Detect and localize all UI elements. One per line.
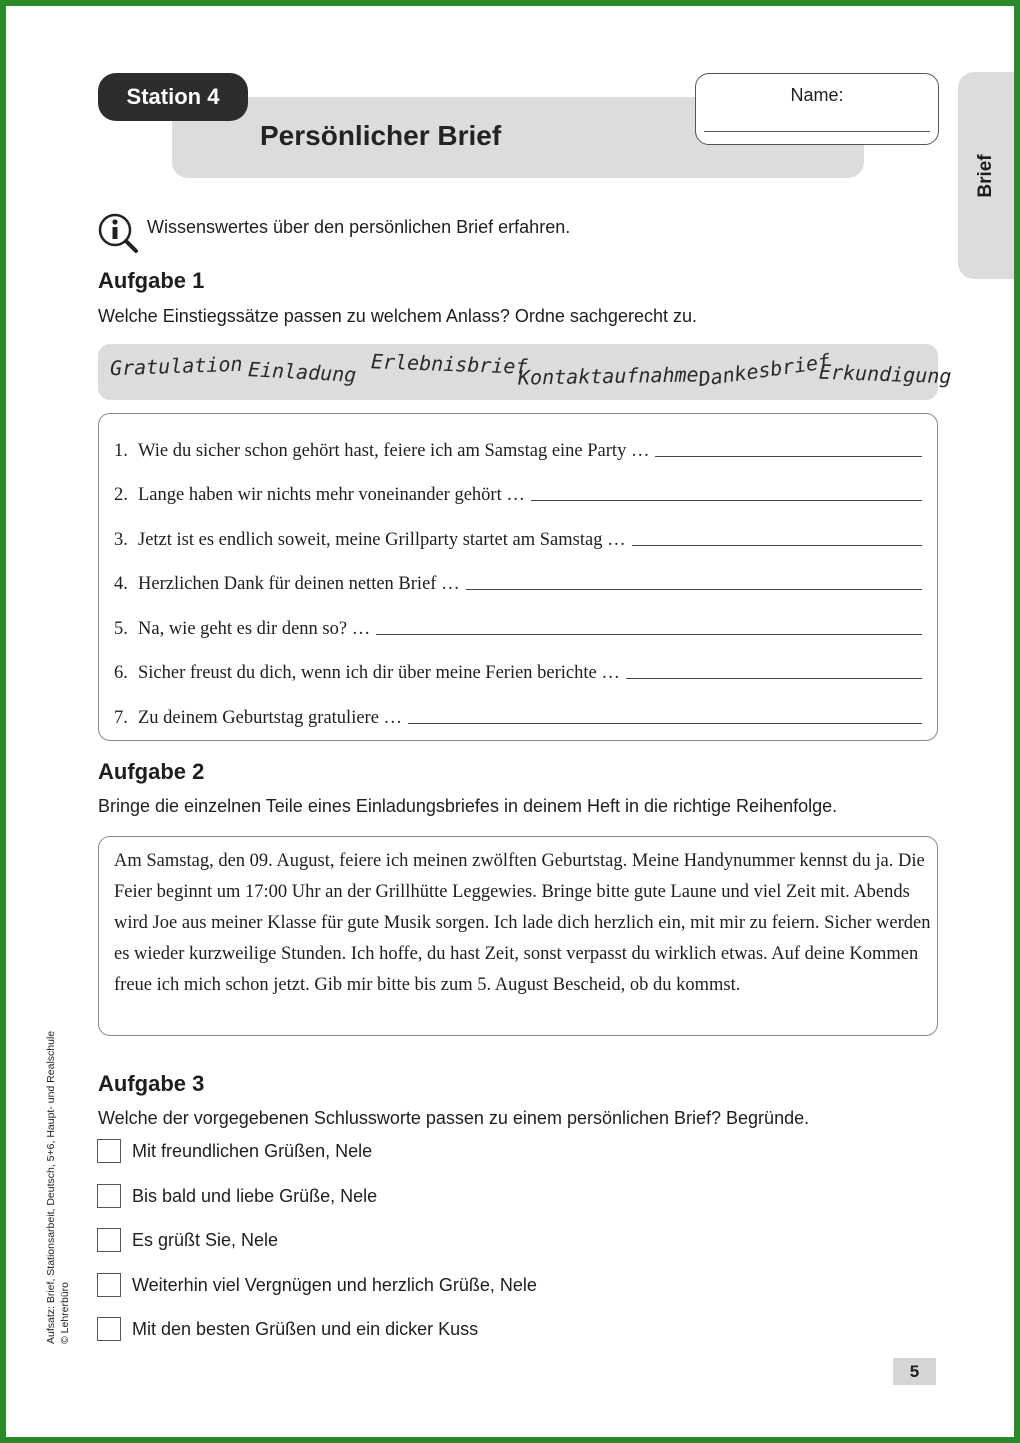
task1-instruction: Welche Einstiegssätze passen zu welchem Anlass? Ordne sachgerecht zu. (98, 306, 697, 326)
info-magnifier-icon (97, 212, 139, 254)
checkbox[interactable] (97, 1273, 121, 1297)
option-label: Es grüßt Sie, Nele (132, 1230, 279, 1250)
letter-text: Am Samstag, den 09. August, feiere ich meinen zwölften Geburtstag. Meine Handynummer kennst du ja. Die Feier beginnt um 17:00 Uhr an der Grillhütte Leggewies. Bringe bitte gute Laune und viel Zeit mit. Abends wird Joe aus meiner Klasse für gute Musik sorgen. Ich lade dich herzlich ein, mit mir zu feiern. Sicher werden es wieder kurzweilige Stunden. Ich hoffe, du hast Zeit, sonst verpasst du wirklich etwas. Auf deine Kommen freue ich mich schon jetzt. Gib mir bitte bis zum 5. August Bescheid, ob du kommst. (114, 851, 931, 995)
word-bank (98, 344, 952, 400)
list-item: 3. Jetzt ist es endlich soweit, meine Grillparty startet am Samstag … (114, 529, 922, 551)
checkbox[interactable] (97, 1228, 121, 1252)
intro-text: Wissenswertes über den persönlichen Brief erfahren. (147, 217, 571, 237)
answer-line[interactable] (626, 678, 922, 679)
answer-line[interactable] (376, 634, 922, 635)
task2-instruction: Bringe die einzelnen Teile eines Einladungsbriefes in deinem Heft in die richtige Reihenfolge. (98, 796, 838, 816)
answer-line[interactable] (632, 545, 922, 546)
task3-heading: Aufgabe 3 (98, 1071, 205, 1096)
page-title: Persönlicher Brief (260, 120, 502, 151)
worksheet-page (6, 6, 1014, 1437)
side-tab (958, 72, 1014, 279)
option-label: Mit den besten Grüßen und ein dicker Kuss (132, 1319, 479, 1339)
name-line (704, 131, 930, 132)
name-field[interactable] (695, 73, 939, 145)
page-number: 5 (893, 1358, 936, 1385)
answer-line[interactable] (408, 723, 922, 724)
task1-heading: Aufgabe 1 (98, 268, 205, 293)
list-item: 1. Wie du sicher schon gehört hast, feiere ich am Samstag eine Party … (114, 440, 922, 462)
checkbox[interactable] (97, 1139, 121, 1163)
word-bank-item: Erlebnisbrief (370, 349, 528, 379)
answer-line[interactable] (531, 500, 922, 501)
name-label: Name: (790, 85, 844, 105)
checkbox[interactable] (97, 1317, 121, 1341)
word-bank-item: Einladung (247, 357, 357, 387)
station-badge: Station 4 (98, 73, 248, 121)
task3-instruction: Welche der vorgegebenen Schlussworte passen zu einem persönlichen Brief? Begründe. (98, 1108, 810, 1128)
answer-line[interactable] (466, 589, 922, 590)
word-bank-item: Erkundigung (818, 359, 952, 389)
task2-heading: Aufgabe 2 (98, 759, 205, 784)
footer-credit: Aufsatz: Brief, Stationsarbeit, Deutsch, 5+6, Haupt- und Realschule © Lehrerbüro (45, 1030, 71, 1344)
list-item: 2. Lange haben wir nichts mehr voneinander gehört … (114, 484, 922, 506)
list-item: 7. Zu deinem Geburtstag gratuliere … (114, 707, 922, 729)
list-item: 6. Sicher freust du dich, wenn ich dir über meine Ferien berichte … (114, 662, 922, 684)
side-tab-label: Brief (975, 154, 996, 198)
option-label: Mit freundlichen Grüßen, Nele (132, 1141, 373, 1161)
option-label: Bis bald und liebe Grüße, Nele (132, 1186, 378, 1206)
list-item: 4. Herzlichen Dank für deinen netten Brief … (114, 573, 922, 595)
word-bank-item: Dankesbrief (696, 348, 832, 392)
word-bank-item: Gratulation (109, 351, 243, 381)
checkbox[interactable] (97, 1184, 121, 1208)
option-label: Weiterhin viel Vergnügen und herzlich Grüße, Nele (132, 1275, 537, 1295)
answer-line[interactable] (655, 456, 922, 457)
word-bank-item: Kontaktaufnahme (517, 362, 699, 390)
list-item: 5. Na, wie geht es dir denn so? … (114, 618, 922, 640)
